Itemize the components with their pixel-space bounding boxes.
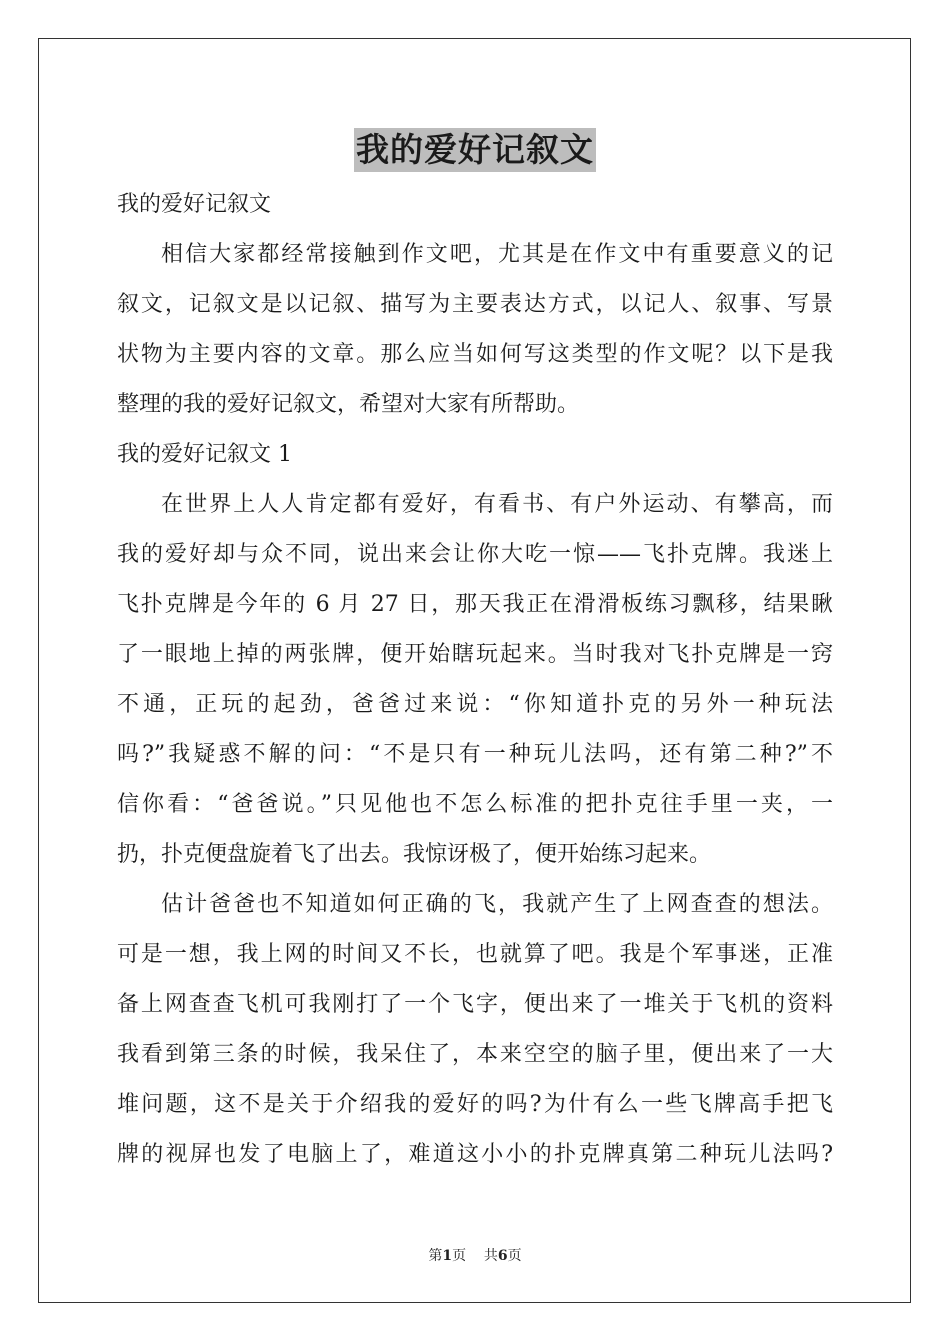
title-container [0, 128, 950, 172]
text-line: 吗?”我疑惑不解的问：“不是只有一种玩儿法吗，还有第二种?”不 [117, 742, 833, 767]
text-line: 估计爸爸也不知道如何正确的飞，我就产生了上网查查的想法。 [161, 892, 833, 917]
section-heading: 我的爱好记叙文 1 [117, 442, 292, 467]
document-subtitle: 我的爱好记叙文 [117, 192, 272, 217]
text-line: 堆问题，这不是关于介绍我的爱好的吗?为什有么一些飞牌高手把飞 [117, 1092, 833, 1117]
text-line: 不通，正玩的起劲，爸爸过来说：“你知道扑克的另外一种玩法 [117, 692, 833, 717]
paragraph-2 [117, 880, 833, 1180]
text-line: 相信大家都经常接触到作文吧，尤其是在作文中有重要意义的记 [161, 242, 833, 267]
total-suffix: 页 [507, 1248, 522, 1264]
text-line: 叙文，记叙文是以记叙、描写为主要表达方式，以记人、叙事、写景 [117, 292, 833, 317]
document-body [117, 180, 833, 1180]
text-line: 备上网查查飞机可我刚打了一个飞字，便出来了一堆关于飞机的资料 [117, 992, 833, 1017]
text-line: 我的爱好却与众不同，说出来会让你大吃一惊——飞扑克牌。我迷上 [117, 542, 833, 567]
text-line: 飞扑克牌是今年的 6 月 27 日，那天我正在滑滑板练习飘移，结果瞅 [117, 592, 833, 617]
text-line: 整理的我的爱好记叙文，希望对大家有所帮助。 [117, 392, 580, 417]
paragraph-1 [117, 480, 833, 880]
text-line: 状物为主要内容的文章。那么应当如何写这类型的作文呢？以下是我 [117, 342, 833, 367]
total-pages: 6 [497, 1248, 508, 1264]
page-prefix: 第 [428, 1248, 443, 1264]
text-line: 扔，扑克便盘旋着飞了出去。我惊讶极了，便开始练习起来。 [117, 842, 712, 867]
text-line: 了一眼地上掉的两张牌，便开始瞎玩起来。当时我对飞扑克牌是一窍 [117, 642, 833, 667]
text-line: 可是一想，我上网的时间又不长，也就算了吧。我是个军事迷，正准 [117, 942, 833, 967]
intro-paragraph [117, 230, 833, 430]
text-line: 在世界上人人肯定都有爱好，有看书、有户外运动、有攀高，而 [161, 492, 833, 517]
text-line: 信你看：“爸爸说。”只见他也不怎么标准的把扑克往手里一夹，一 [117, 792, 833, 817]
page-number: 1 [442, 1248, 453, 1264]
total-prefix: 共 [483, 1248, 498, 1264]
text-line: 牌的视屏也发了电脑上了，难道这小小的扑克牌真第二种玩儿法吗? [117, 1142, 833, 1167]
document-title: 我的爱好记叙文 [354, 128, 596, 172]
page-footer [0, 1245, 950, 1265]
text-line: 我看到第三条的时候，我呆住了，本来空空的脑子里，便出来了一大 [117, 1042, 833, 1067]
page-suffix: 页 [452, 1248, 467, 1264]
